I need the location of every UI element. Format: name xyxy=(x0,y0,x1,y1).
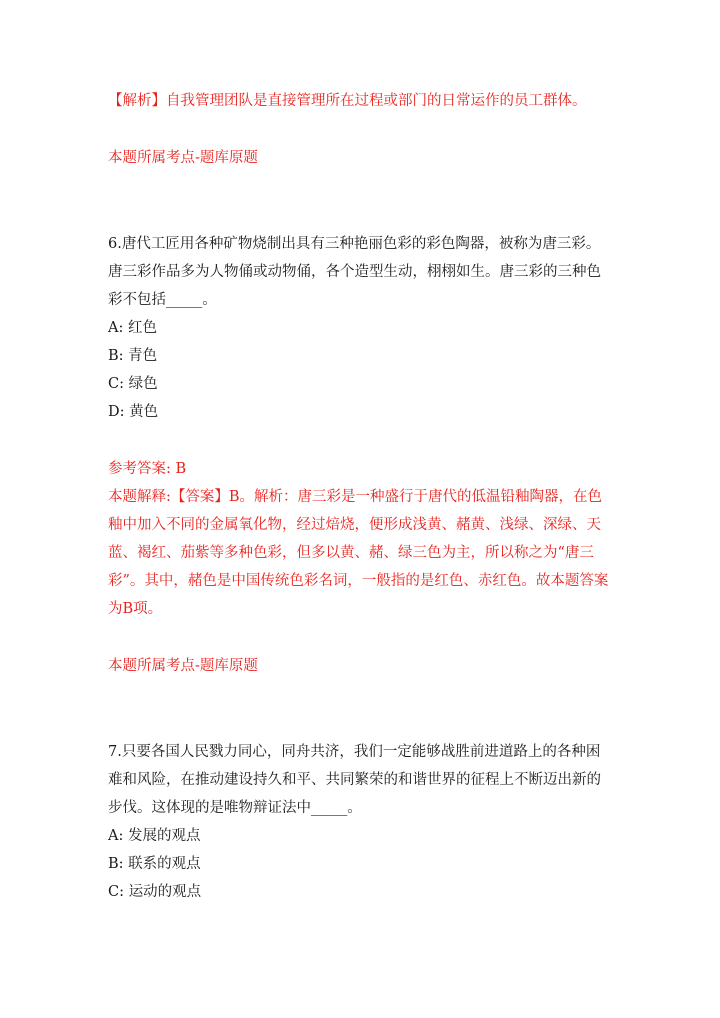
question-6-option-c: C: 绿色 xyxy=(108,376,158,392)
question-7-stem-line-2: 难和风险，在推动建设持久和平、共同繁荣的和谐世界的征程上不断迈出新的 xyxy=(108,772,601,788)
question-7-stem-line-1: 7.只要各国人民戮力同心，同舟共济，我们一定能够战胜前进道路上的各种困 xyxy=(108,744,601,760)
question-6-option-a: A: 红色 xyxy=(108,320,157,336)
question-6-source: 本题所属考点-题库原题 xyxy=(108,658,258,674)
question-6-explanation-line-2: 釉中加入不同的金属氧化物，经过焙烧，便形成浅黄、赭黄、浅绿、深绿、天 xyxy=(108,517,601,533)
question-7-stem-line-3: 步伐。这体现的是唯物辩证法中_____。 xyxy=(108,800,362,816)
question-6-option-d: D: 黄色 xyxy=(108,404,159,420)
question-6-option-b: B: 青色 xyxy=(108,348,158,364)
question-7-option-c: C: 运动的观点 xyxy=(108,884,202,900)
question-7-option-b: B: 联系的观点 xyxy=(108,856,201,872)
question-6-answer: 参考答案: B xyxy=(108,461,187,477)
question-6-stem-line-2: 唐三彩作品多为人物俑或动物俑，各个造型生动，栩栩如生。唐三彩的三种色 xyxy=(108,264,601,280)
question-6-explanation-line-5: 为B项。 xyxy=(108,601,163,617)
question-6-stem-line-1: 6.唐代工匠用各种矿物烧制出具有三种艳丽色彩的彩色陶器，被称为唐三彩。 xyxy=(108,236,601,252)
question-6-stem-line-3: 彩不包括_____。 xyxy=(108,292,217,308)
question-7-option-a: A: 发展的观点 xyxy=(108,828,201,844)
question-6-explanation-line-3: 蓝、褐红、茄紫等多种色彩，但多以黄、赭、绿三色为主，所以称之为“唐三 xyxy=(108,545,594,561)
previous-explanation: 【解析】自我管理团队是直接管理所在过程或部门的日常运作的员工群体。 xyxy=(108,93,587,109)
question-6-explanation-line-4: 彩”。其中，赭色是中国传统色彩名词，一般指的是红色、赤红色。故本题答案 xyxy=(108,573,609,589)
question-6-explanation-line-1: 本题解释:【答案】B。解析：唐三彩是一种盛行于唐代的低温铅釉陶器，在色 xyxy=(108,489,603,505)
previous-question-source: 本题所属考点-题库原题 xyxy=(108,150,258,166)
